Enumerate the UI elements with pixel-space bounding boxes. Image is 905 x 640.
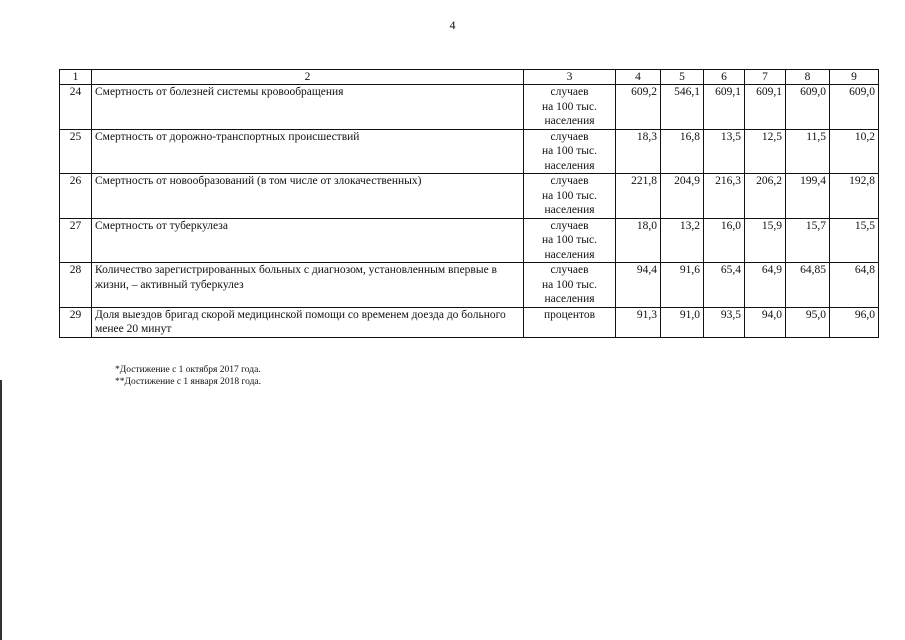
value-cell: 91,3: [616, 307, 661, 337]
footnotes: [115, 364, 261, 388]
indicator-name: Смертность от туберкулеза: [92, 218, 524, 263]
row-number: 25: [60, 129, 92, 174]
unit-line: на 100 тыс.: [542, 278, 597, 291]
header-cell: 5: [661, 70, 704, 85]
unit-cell: [524, 307, 616, 337]
footnote: *Достижение с 1 октября 2017 года.: [115, 365, 261, 375]
value-cell: 609,1: [704, 85, 745, 130]
value-cell: 93,5: [704, 307, 745, 337]
table-row: [60, 218, 879, 263]
value-cell: 546,1: [661, 85, 704, 130]
indicator-name: Смертность от болезней системы кровообращения: [92, 85, 524, 130]
unit-line: случаев: [550, 86, 589, 98]
indicator-name: Доля выездов бригад скорой медицинской помощи со временем доезда до больного менее 20 минут: [92, 307, 524, 337]
page-number: 4: [449, 18, 456, 32]
unit-line: на 100 тыс.: [542, 145, 597, 157]
header-cell: 1: [60, 70, 92, 85]
value-cell: 15,9: [745, 218, 786, 263]
value-cell: 96,0: [830, 307, 879, 337]
unit-line: населения: [544, 248, 595, 261]
value-cell: 94,4: [616, 263, 661, 308]
footnote: **Достижение с 1 января 2018 года.: [115, 377, 262, 387]
header-cell: 2: [92, 70, 524, 85]
value-cell: 609,1: [745, 85, 786, 130]
value-cell: 199,4: [786, 174, 830, 219]
indicator-name: Смертность от новообразований (в том числе от злокачественных): [92, 174, 524, 219]
unit-line: процентов: [543, 308, 596, 321]
indicator-name: Смертность от дорожно-транспортных происшествий: [92, 129, 524, 174]
unit-line: населения: [544, 204, 595, 216]
header-cell: 9: [830, 70, 879, 85]
unit-cell: [524, 218, 616, 263]
unit-line: населения: [544, 115, 595, 127]
unit-cell: [524, 85, 616, 130]
value-cell: 64,9: [745, 263, 786, 308]
unit-cell: [524, 263, 616, 308]
unit-line: на 100 тыс.: [542, 189, 597, 202]
table-header-row: [60, 70, 879, 85]
header-cell: 7: [745, 70, 786, 85]
header-cell: 8: [786, 70, 830, 85]
table-row: [60, 174, 879, 219]
row-number: 24: [60, 85, 92, 130]
unit-line: случаев: [550, 264, 589, 276]
unit-cell: [524, 129, 616, 174]
value-cell: 216,3: [704, 174, 745, 219]
row-number: 29: [60, 307, 92, 337]
value-cell: 192,8: [830, 174, 879, 219]
row-number: 28: [60, 263, 92, 308]
value-cell: 10,2: [830, 129, 879, 174]
value-cell: 609,2: [616, 85, 661, 130]
unit-line: случаев: [550, 175, 589, 187]
value-cell: 65,4: [704, 263, 745, 308]
value-cell: 221,8: [616, 174, 661, 219]
table-row: [60, 263, 879, 308]
value-cell: 64,85: [786, 263, 830, 308]
unit-line: на 100 тыс.: [542, 100, 597, 113]
value-cell: 13,2: [661, 218, 704, 263]
row-number: 26: [60, 174, 92, 219]
value-cell: 16,0: [704, 218, 745, 263]
value-cell: 15,5: [830, 218, 879, 263]
table-row: [60, 307, 879, 337]
header-cell: 6: [704, 70, 745, 85]
value-cell: 18,0: [616, 218, 661, 263]
value-cell: 91,6: [661, 263, 704, 308]
value-cell: 16,8: [661, 129, 704, 174]
value-cell: 13,5: [704, 129, 745, 174]
value-cell: 609,0: [786, 85, 830, 130]
row-number: 27: [60, 218, 92, 263]
value-cell: 609,0: [830, 85, 879, 130]
unit-cell: [524, 174, 616, 219]
unit-line: населения: [544, 293, 595, 305]
value-cell: 18,3: [616, 129, 661, 174]
indicator-name: Количество зарегистрированных больных с диагнозом, установленным впервые в жизни, – активный туберкулез: [92, 263, 524, 308]
header-cell: 4: [616, 70, 661, 85]
value-cell: 94,0: [745, 307, 786, 337]
unit-line: на 100 тыс.: [542, 234, 597, 246]
indicators-table: [59, 69, 879, 338]
table-row: [60, 85, 879, 130]
value-cell: 15,7: [786, 218, 830, 263]
unit-line: населения: [544, 159, 595, 172]
value-cell: 12,5: [745, 129, 786, 174]
value-cell: 95,0: [786, 307, 830, 337]
unit-line: случаев: [550, 130, 589, 143]
value-cell: 206,2: [745, 174, 786, 219]
value-cell: 11,5: [786, 129, 830, 174]
value-cell: 91,0: [661, 307, 704, 337]
table-row: [60, 129, 879, 174]
header-cell: 3: [524, 70, 616, 85]
scan-edge-line: [0, 380, 2, 640]
value-cell: 64,8: [830, 263, 879, 308]
value-cell: 204,9: [661, 174, 704, 219]
unit-line: случаев: [550, 219, 589, 232]
